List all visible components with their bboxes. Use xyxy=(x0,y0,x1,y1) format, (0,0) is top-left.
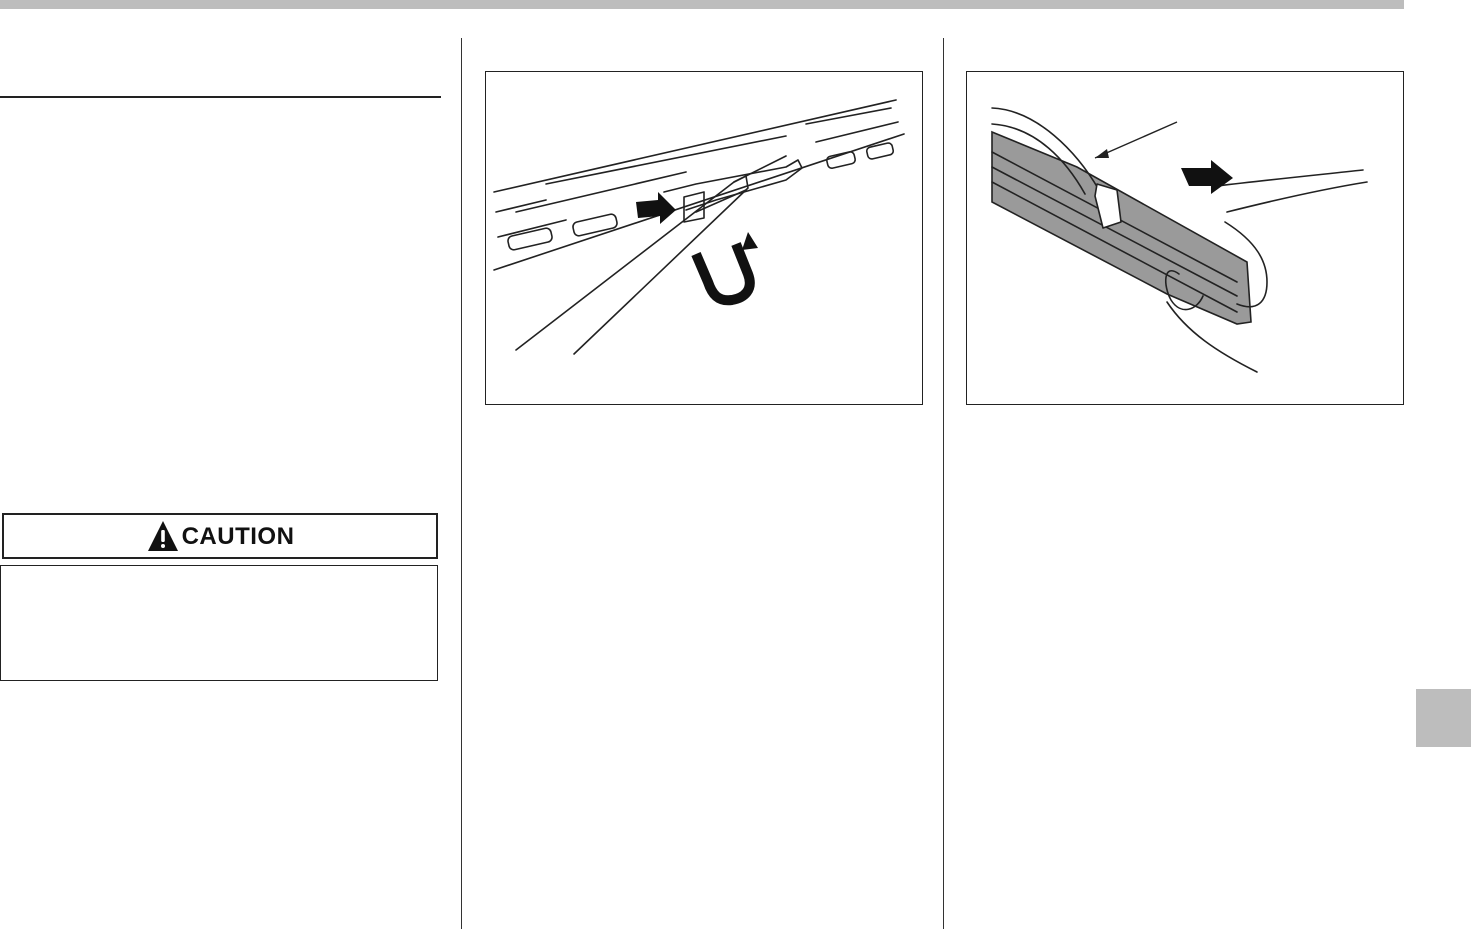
caution-body-box xyxy=(0,565,438,681)
wiper-blade-release-figure xyxy=(485,71,923,405)
column-divider-right xyxy=(943,38,944,929)
caution-label: CAUTION xyxy=(181,523,295,550)
section-rule xyxy=(0,96,441,98)
section-thumb-tab xyxy=(1416,689,1471,747)
page-header-bar xyxy=(0,0,1404,9)
wiper-rubber-removal-figure xyxy=(966,71,1404,405)
wiper-blade-release-illustration xyxy=(486,72,922,404)
wiper-rubber-removal-illustration xyxy=(967,72,1403,404)
caution-header xyxy=(2,513,438,559)
warning-triangle-icon xyxy=(146,519,180,553)
column-divider-left xyxy=(461,38,462,929)
